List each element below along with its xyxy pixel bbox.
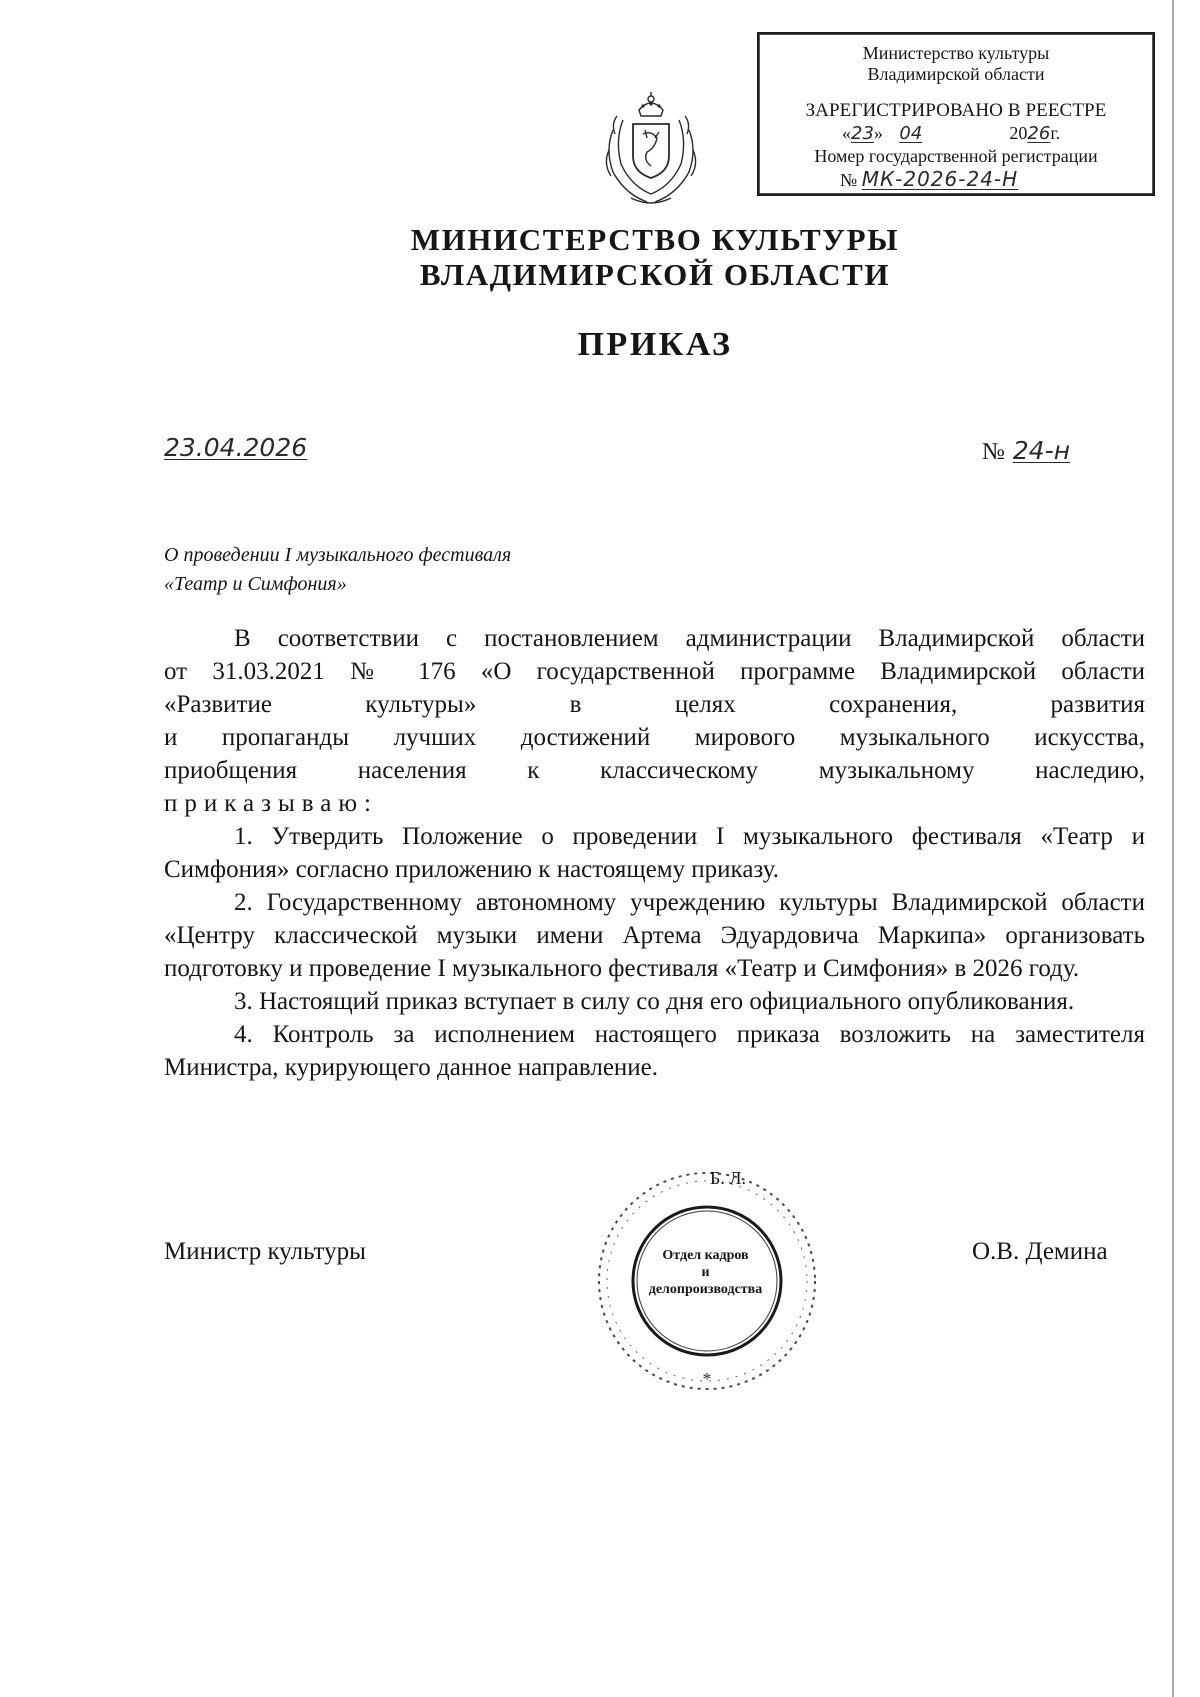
svg-text:*: * <box>702 1369 712 1389</box>
signatory-name: О.В. Демина <box>972 1238 1108 1265</box>
preamble-line-5: приобщения населения к классическому музыкальному наследию, <box>164 757 1145 784</box>
registration-number-value: МК-2026-24-Н <box>861 167 1019 191</box>
registration-date <box>842 123 1060 144</box>
registration-stamp-text: ЗАРЕГИСТРИРОВАНО В РЕЕСТРЕ <box>805 100 1107 121</box>
registration-number <box>840 169 1018 190</box>
registration-number-prefix: № <box>840 170 858 190</box>
orders-word: приказываю: <box>164 790 378 817</box>
preamble-line-2: от 31.03.2021 № 176 «О государственной программе Владимирской области <box>164 658 1145 685</box>
order-number <box>982 436 1070 466</box>
order-item-2: 2. Государственному автономному учреждению культуры Владимирской области «Центру классической музыки имени Артема Эдуардовича Маркипа» организовать подготовку и проведение I музыкального фестиваля «Театр и Симфония» в 2026 году. <box>164 889 1145 982</box>
seal-ring-text: Б. Л. <box>709 1168 747 1188</box>
order-subject <box>164 541 511 599</box>
seal-text-line1: Отдел кадров <box>662 1248 749 1263</box>
order-date: 23.04.2026 <box>164 433 308 462</box>
registration-date-open-quote: « <box>842 123 851 143</box>
registration-date-year-suffix: 26 <box>1027 123 1051 144</box>
registration-date-day: 23 <box>851 123 874 144</box>
seal-text-line2: и <box>701 1265 710 1280</box>
registration-date-year-prefix: 20 <box>1009 123 1028 143</box>
registration-date-close-quote: » <box>873 123 883 143</box>
signatory-position: Министр культуры <box>164 1238 366 1265</box>
coat-of-arms-icon <box>601 90 701 212</box>
order-number-prefix: № <box>982 439 1005 465</box>
document-type-title: ПРИКАЗ <box>577 326 733 363</box>
ministry-name-line1: МИНИСТЕРСТВО КУЛЬТУРЫ <box>410 222 900 257</box>
registration-stamp-box <box>757 32 1155 196</box>
order-item-3: 3. Настоящий приказ вступает в силу со дня его официального опубликования. <box>234 988 1075 1015</box>
preamble-line-1: В соответствии с постановлением администрации Владимирской области <box>234 625 1145 652</box>
order-number-value: 24-н <box>1012 436 1071 465</box>
registration-org-line2: Владимирской области <box>867 64 1045 84</box>
order-item-4: 4. Контроль за исполнением настоящего приказа возложить на заместителя Министра, курирующего данное направление. <box>164 1021 1145 1081</box>
order-item-1: 1. Утвердить Положение о проведении I музыкального фестиваля «Театр и Симфония» согласно приложению к настоящему приказу. <box>164 823 1145 883</box>
order-items <box>164 820 1145 1084</box>
order-subject-line2: «Театр и Симфония» <box>164 573 347 595</box>
order-subject-line1: О проведении I музыкального фестиваля <box>164 544 512 566</box>
registration-date-month: 04 <box>899 123 923 144</box>
order-preamble <box>164 622 1145 820</box>
preamble-line-4: и пропаганды лучших достижений мирового музыкального искусства, <box>164 724 1145 751</box>
seal-text-line3: делопроизводства <box>648 1282 763 1297</box>
registration-org-line1: Министерство культуры <box>862 43 1050 63</box>
registration-date-year-tail: г. <box>1050 123 1061 143</box>
registration-number-label: Номер государственной регистрации <box>814 146 1098 166</box>
ministry-name-line2: ВЛАДИМИРСКОЙ ОБЛАСТИ <box>419 257 891 292</box>
preamble-line-3: «Развитие культуры» в целях сохранения, развития <box>164 691 1145 718</box>
